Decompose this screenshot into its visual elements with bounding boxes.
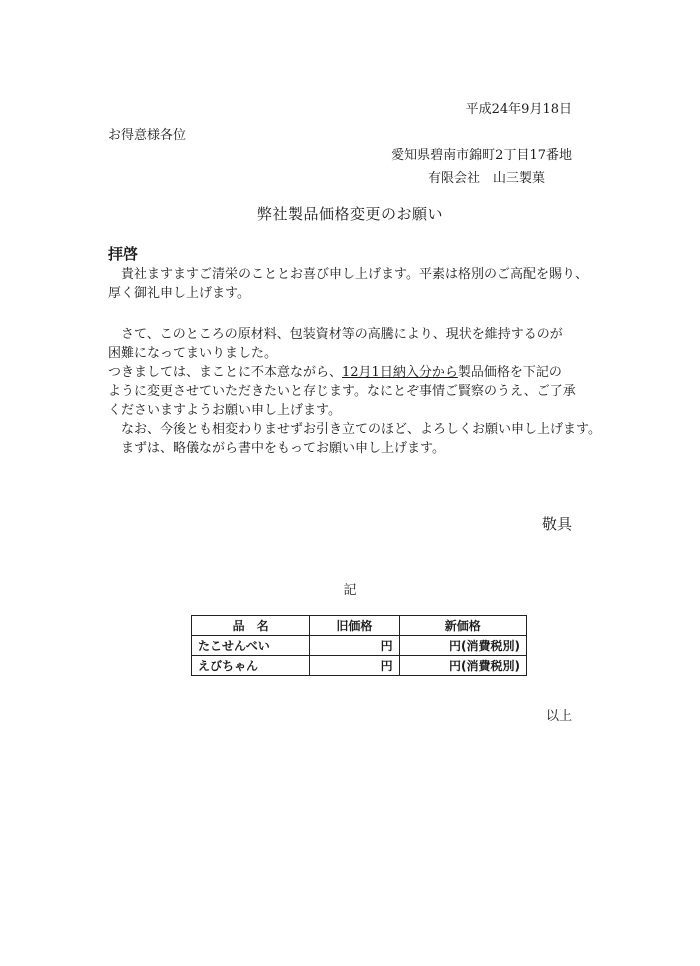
body-line [108, 363, 601, 382]
body-text-segment: 製品価格を下記の [457, 365, 562, 380]
sender-address: 愛知県碧南市錦町2丁目17番地 [391, 148, 572, 163]
product-name-cell: たこせんべい [192, 636, 310, 656]
body-line: なお、今後とも相変わりませずお引き立てのほど、よろしくお願い申し上げます。 [108, 422, 601, 437]
body-line: ように変更させていただきたいと存じます。なにとぞ事情ご賢察のうえ、ご了承 [108, 384, 576, 399]
body-line: 貴社ますますご清栄のこととお喜び申し上げます。平素は格別のご高配を賜り、 [108, 267, 588, 282]
table-row [192, 636, 527, 656]
header-product-name: 品 名 [192, 616, 310, 636]
new-price-cell: 円(消費税別) [399, 656, 526, 676]
letter-title: 弊社製品価格変更のお願い [256, 205, 443, 223]
salutation: 拝啓 [108, 245, 139, 263]
table-row [192, 656, 527, 676]
underlined-date: 12月1日納入分から [342, 365, 458, 380]
paragraph-greeting [108, 265, 588, 303]
table-header-row [192, 616, 527, 636]
ki-heading: 記 [343, 583, 357, 598]
body-line: 困難になってまいりました。 [108, 346, 278, 361]
body-line: まずは、略儀ながら書中をもってお願い申し上げます。 [108, 441, 445, 456]
closing: 敬具 [541, 515, 572, 533]
body-line: さて、このところの原材料、包装資材等の高騰により、現状を維持するのが [108, 327, 563, 342]
header-new-price: 新価格 [399, 616, 526, 636]
old-price-cell: 円 [310, 636, 399, 656]
new-price-cell: 円(消費税別) [399, 636, 526, 656]
sender-company: 有限会社 山三製菓 [427, 171, 545, 186]
body-line: くださいますようお願い申し上げます。 [108, 403, 341, 418]
paragraph-main [108, 325, 601, 458]
end-mark: 以上 [545, 709, 572, 724]
letter-date: 平成24年9月18日 [465, 102, 572, 117]
price-table [191, 615, 527, 676]
recipient: お得意様各位 [108, 128, 187, 143]
product-name-cell: えびちゃん [192, 656, 310, 676]
header-old-price: 旧価格 [310, 616, 399, 636]
body-line: 厚く御礼申し上げます。 [108, 286, 250, 301]
old-price-cell: 円 [310, 656, 399, 676]
body-text-segment: つきましては、まことに不本意ながら、 [108, 365, 343, 380]
